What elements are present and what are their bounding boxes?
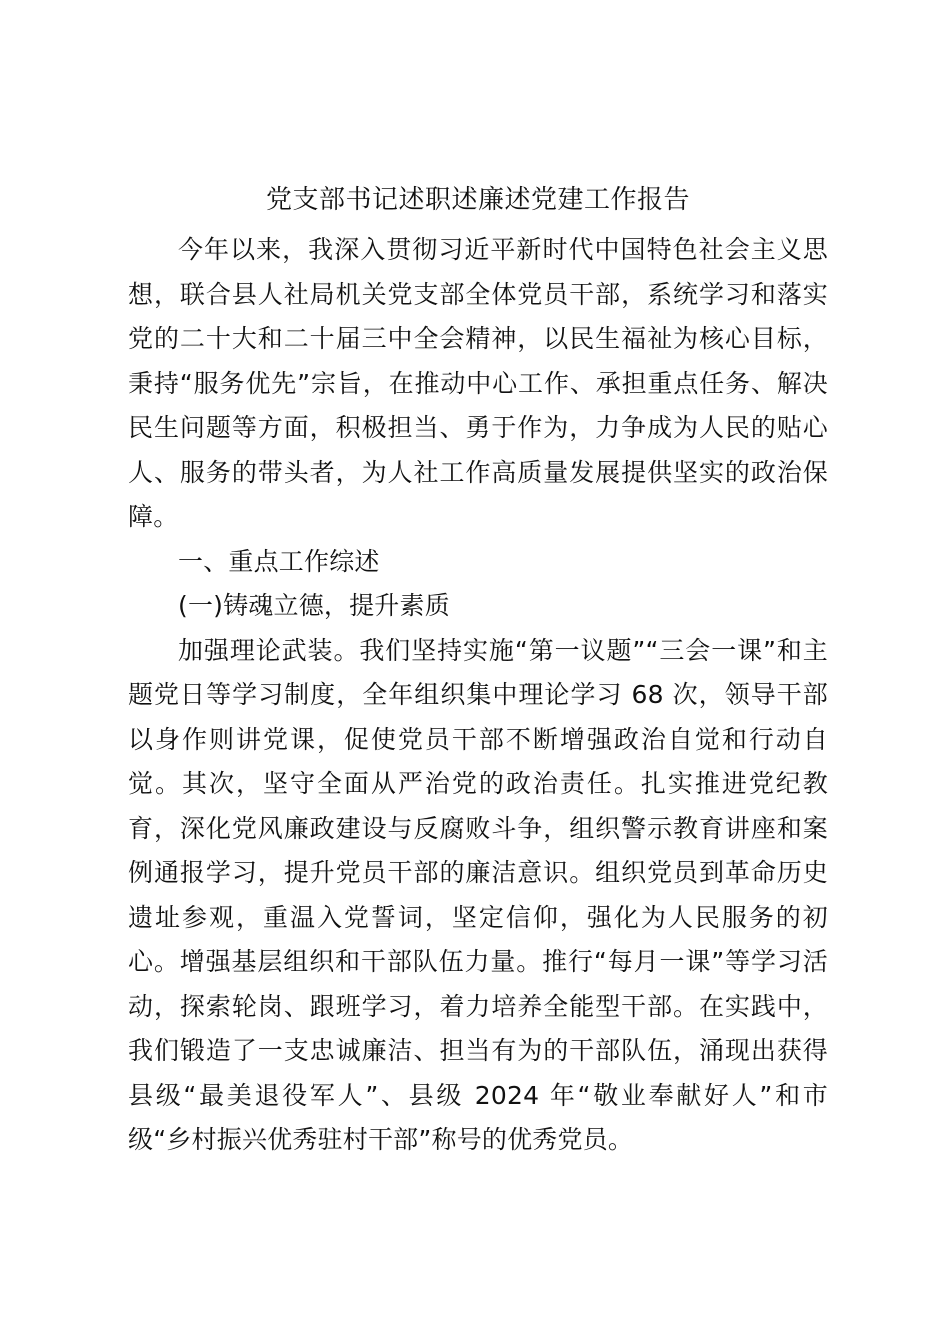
document-body <box>128 178 828 1163</box>
document-title: 党支部书记述职述廉述党建工作报告 <box>265 185 690 215</box>
intro-paragraph: 今年以来，我深入贯彻习近平新时代中国特色社会主义思想，联合县人社局机关党支部全体党员干部，系统学习和落实党的二十大和二十届三中全会精神，以民生福祉为核心目标，秉持“服务优先”宗旨，在推动中心工作、承担重点任务、解决民生问题等方面，积极担当、勇于作为，力争成为人民的贴心人、服务的带头者，为人社工作高质量发展提供坚实的政治保障。 <box>128 235 828 531</box>
section-heading: 一、重点工作综述 <box>178 546 380 576</box>
subsection-heading: (一)铸魂立德，提升素质 <box>178 591 450 620</box>
body-paragraph: 加强理论武装。我们坚持实施“第一议题”“三会一课”和主题党日等学习制度，全年组织集中理论学习 68 次，领导干部以身作则讲党课，促使党员干部不断增强政治自觉和行动自觉。其次，坚守全面从严治党的政治责任。扎实推进党纪教育，深化党风廉政建设与反腐败斗争，组织警示教育讲座和案例通报学习，提升党员干部的廉洁意识。组织党员到革命历史遗址参观，重温入党誓词，坚定信仰，强化为人民服务的初心。增强基层组织和干部队伍力量。推行“每月一课”等学习活动，探索轮岗、跟班学习，着力培养全能型干部。在实践中，我们锻造了一支忠诚廉洁、担当有为的干部队伍，涌现出获得县级“最美退役军人”、县级 2024 年“敬业奉献好人”和市级“乡村振兴优秀驻村干部”称号的优秀党员。 <box>128 635 828 1154</box>
